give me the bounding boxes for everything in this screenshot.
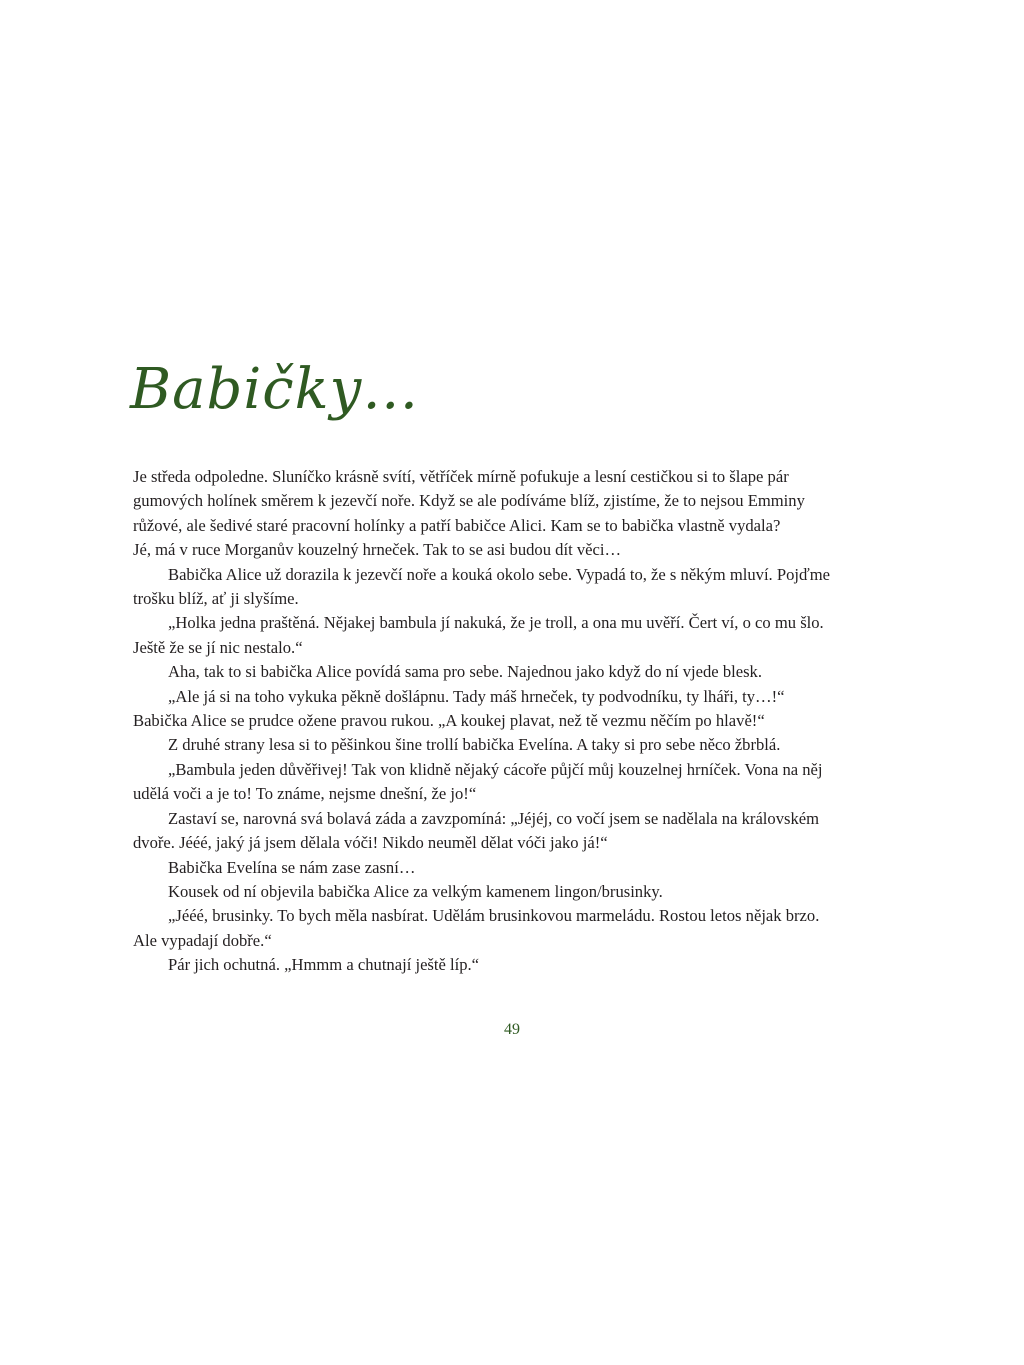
text-line: Aha, tak to si babička Alice povídá sama pro sebe. Najednou jako když do ní vjede blesk. [168,662,762,682]
text-line: Kousek od ní objevila babička Alice za velkým kamenem lingon/brusinky. [168,881,663,901]
page-number: 49 [504,1021,520,1038]
text-line: Babička Evelína se nám zase zasní… [168,857,416,877]
text-line: gumových holínek směrem k jezevčí noře. Když se ale podíváme blíž, zjistíme, že to nejsou Emminy [133,491,805,511]
text-line: „Holka jedna praštěná. Nějakej bambula jí nakuká, že je troll, a ona mu uvěří. Čert ví, o co mu šlo. [168,613,824,633]
text-line: Z druhé strany lesa si to pěšinkou šine trollí babička Evelína. A taky si pro sebe něco žbrblá. [168,735,781,755]
text-line: trošku blíž, ať ji slyšíme. [133,589,299,609]
text-line: Jé, má v ruce Morganův kouzelný hrneček. Tak to se asi budou dít věci… [133,540,622,560]
text-line: Zastaví se, narovná svá bolavá záda a zavzpomíná: „Jéjéj, co vočí jsem se nadělala na královském [168,808,820,828]
text-line: Ještě že se jí nic nestalo.“ [133,637,303,657]
text-line: „Ale já si na toho vykuka pěkně došlápnu. Tady máš hrneček, ty podvodníku, ty lháři, ty…!“ [168,686,785,706]
text-line: udělá voči a je to! To známe, nejsme dnešní, že jo!“ [133,784,477,804]
text-line: Babička Alice už dorazila k jezevčí noře a kouká okolo sebe. Vypadá to, že s někým mluví. Pojďme [168,564,830,584]
text-line: růžové, ale šedivé staré pracovní holínky a patří babičce Alici. Kam se to babička vlastně vydala? [133,515,781,535]
text-line: Je středa odpoledne. Sluníčko krásně svítí, větříček mírně pofukuje a lesní cestičkou si to šlape pár [133,467,789,486]
text-line: „Jééé, brusinky. To bych měla nasbírat. Udělám brusinkovou marmeládu. Rostou letos nějak brzo. [168,906,820,926]
text-line: „Bambula jeden důvěřivej! Tak von klidně nějaký cácoře půjčí můj kouzelnej hrníček. Vona na něj [168,759,823,779]
text-line: Pár jich ochutná. „Hmmm a chutnají ještě líp.“ [168,955,480,975]
text-line: dvoře. Jééé, jaký já jsem dělala vóči! Nikdo neuměl dělat vóči jako já!“ [133,833,608,853]
text-line: Babička Alice se prudce ožene pravou rukou. „A koukej plavat, než tě vezmu něčím po hlavě!“ [133,711,765,731]
text-line: Ale vypadají dobře.“ [133,930,272,950]
chapter-body [133,465,893,978]
chapter-title: Babičky… [130,357,420,422]
